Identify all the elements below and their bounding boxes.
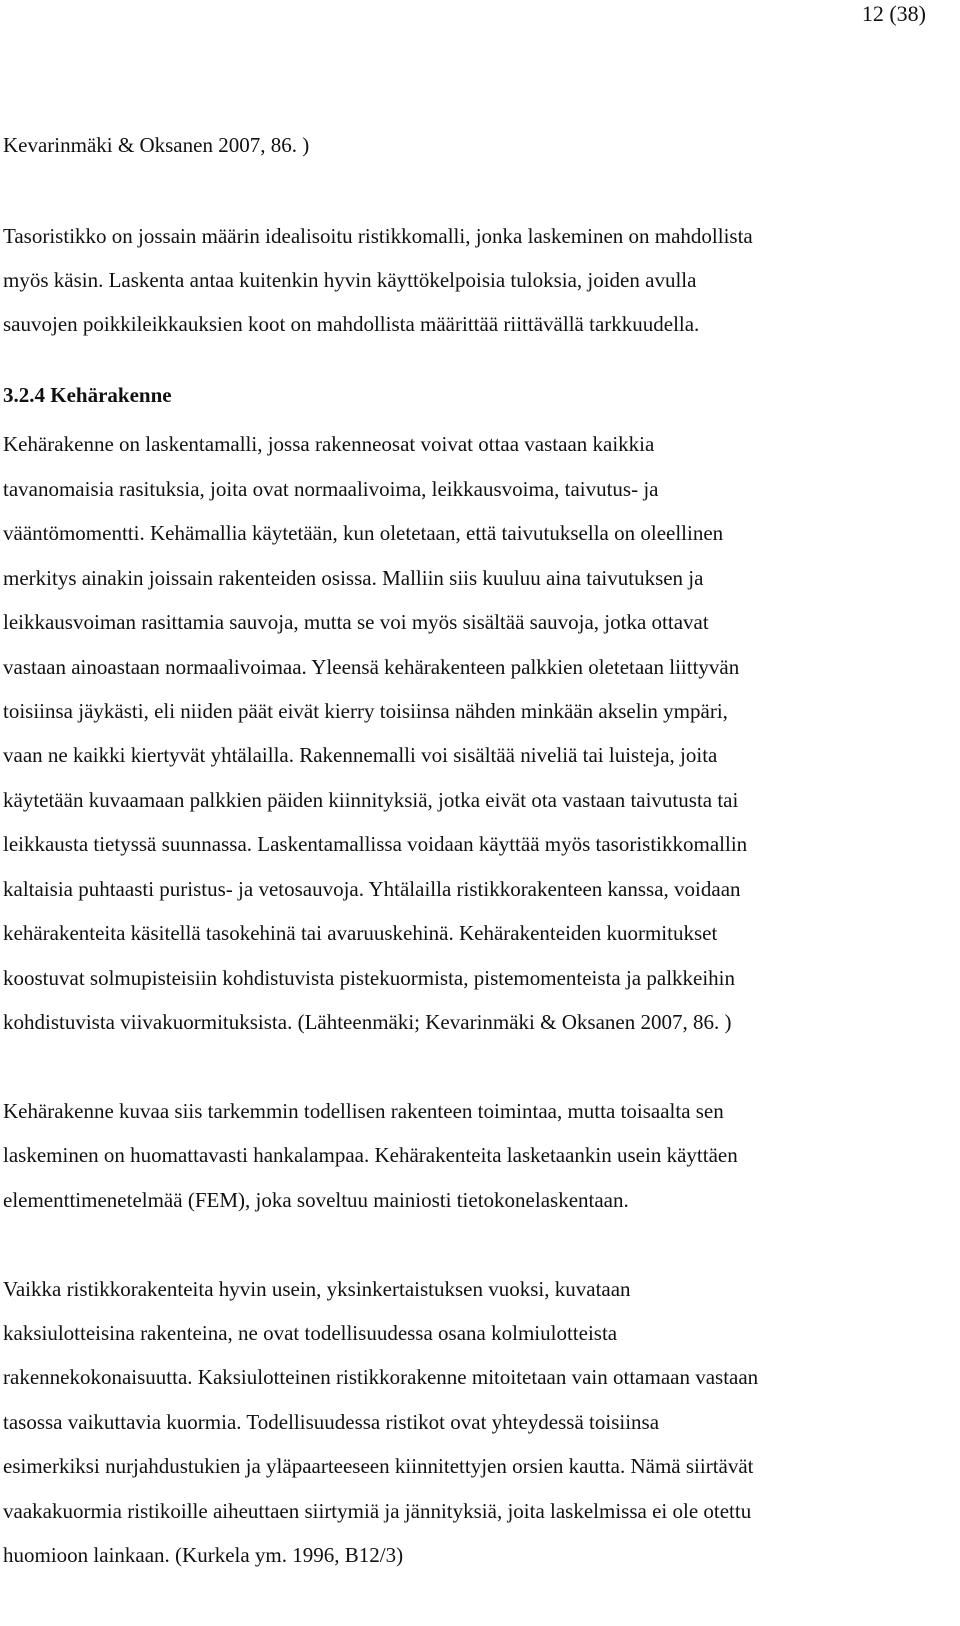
- text-line: huomioon lainkaan. (Kurkela ym. 1996, B12/3): [3, 1543, 404, 1567]
- text-line: Kehärakenne kuvaa siis tarkemmin todellisen rakenteen toimintaa, mutta toisaalta sen: [3, 1099, 724, 1123]
- text-line: elementtimenetelmää (FEM), joka soveltuu mainiosti tietokonelaskentaan.: [3, 1188, 629, 1212]
- page-number: 12 (38): [861, 1, 926, 26]
- text-line: sauvojen poikkileikkauksien koot on mahdollista määrittää riittävällä tarkkuudella.: [3, 312, 700, 336]
- text-line: kehärakenteita käsitellä tasokehinä tai avaruuskehinä. Kehärakenteiden kuormitukset: [3, 921, 718, 945]
- text-line: leikkausvoiman rasittamia sauvoja, mutta se voi myös sisältää sauvoja, jotka ottavat: [3, 610, 709, 634]
- text-line: Kehärakenne on laskentamalli, jossa rakenneosat voivat ottaa vastaan kaikkia: [3, 432, 655, 456]
- text-line: merkitys ainakin joissain rakenteiden osissa. Malliin siis kuuluu aina taivutuksen ja: [3, 566, 704, 590]
- text-line: tavanomaisia rasituksia, joita ovat normaalivoima, leikkausvoima, taivutus- ja: [3, 477, 659, 501]
- text-line: kohdistuvista viivakuormituksista. (Lähteenmäki; Kevarinmäki & Oksanen 2007, 86. ): [3, 1010, 732, 1034]
- text-line: vaan ne kaikki kiertyvät yhtälailla. Rakennemalli voi sisältää niveliä tai luisteja, joita: [3, 743, 718, 767]
- text-line: Kevarinmäki & Oksanen 2007, 86. ): [3, 133, 310, 157]
- section-heading: 3.2.4 Kehärakenne: [3, 383, 172, 407]
- text-line: laskeminen on huomattavasti hankalampaa. Kehärakenteita lasketaankin usein käyttäen: [3, 1143, 738, 1167]
- text-line: tasossa vaikuttavia kuormia. Todellisuudessa ristikot ovat yhteydessä toisiinsa: [3, 1410, 660, 1434]
- text-line: koostuvat solmupisteisiin kohdistuvista pistekuormista, pistemomenteista ja palkkeihin: [3, 966, 736, 990]
- text-line: kaltaisia puhtaasti puristus- ja vetosauvoja. Yhtälailla ristikkorakenteen kanssa, voidaan: [3, 877, 741, 901]
- text-line: vääntömomentti. Kehämallia käytetään, kun oletetaan, että taivutuksella on oleellinen: [3, 521, 724, 545]
- text-line: käytetään kuvaamaan palkkien päiden kiinnityksiä, jotka eivät ota vastaan taivutusta tai: [3, 788, 739, 812]
- text-line: vaakakuormia ristikoille aiheuttaen siirtymiä ja jännityksiä, joita laskelmissa ei ole otettu: [3, 1499, 752, 1523]
- text-line: Tasoristikko on jossain määrin idealisoitu ristikkomalli, jonka laskeminen on mahdollista: [3, 224, 753, 248]
- text-line: myös käsin. Laskenta antaa kuitenkin hyvin käyttökelpoisia tuloksia, joiden avulla: [3, 268, 697, 292]
- text-line: rakennekokonaisuutta. Kaksiulotteinen ristikkorakenne mitoitetaan vain ottamaan vastaan: [3, 1365, 759, 1389]
- text-line: vastaan ainoastaan normaalivoimaa. Yleensä kehärakenteen palkkien oletetaan liittyvän: [3, 655, 740, 679]
- text-line: leikkausta tietyssä suunnassa. Laskentamallissa voidaan käyttää myös tasoristikkomallin: [3, 832, 748, 856]
- text-line: toisiinsa jäykästi, eli niiden päät eivät kierry toisiinsa nähden minkään akselin ympäri,: [3, 699, 728, 723]
- text-line: Vaikka ristikkorakenteita hyvin usein, yksinkertaistuksen vuoksi, kuvataan: [3, 1277, 631, 1301]
- text-line: kaksiulotteisina rakenteina, ne ovat todellisuudessa osana kolmiulotteista: [3, 1321, 618, 1345]
- text-line: esimerkiksi nurjahdustukien ja yläpaarteeseen kiinnitettyjen orsien kautta. Nämä siirtävät: [3, 1454, 754, 1478]
